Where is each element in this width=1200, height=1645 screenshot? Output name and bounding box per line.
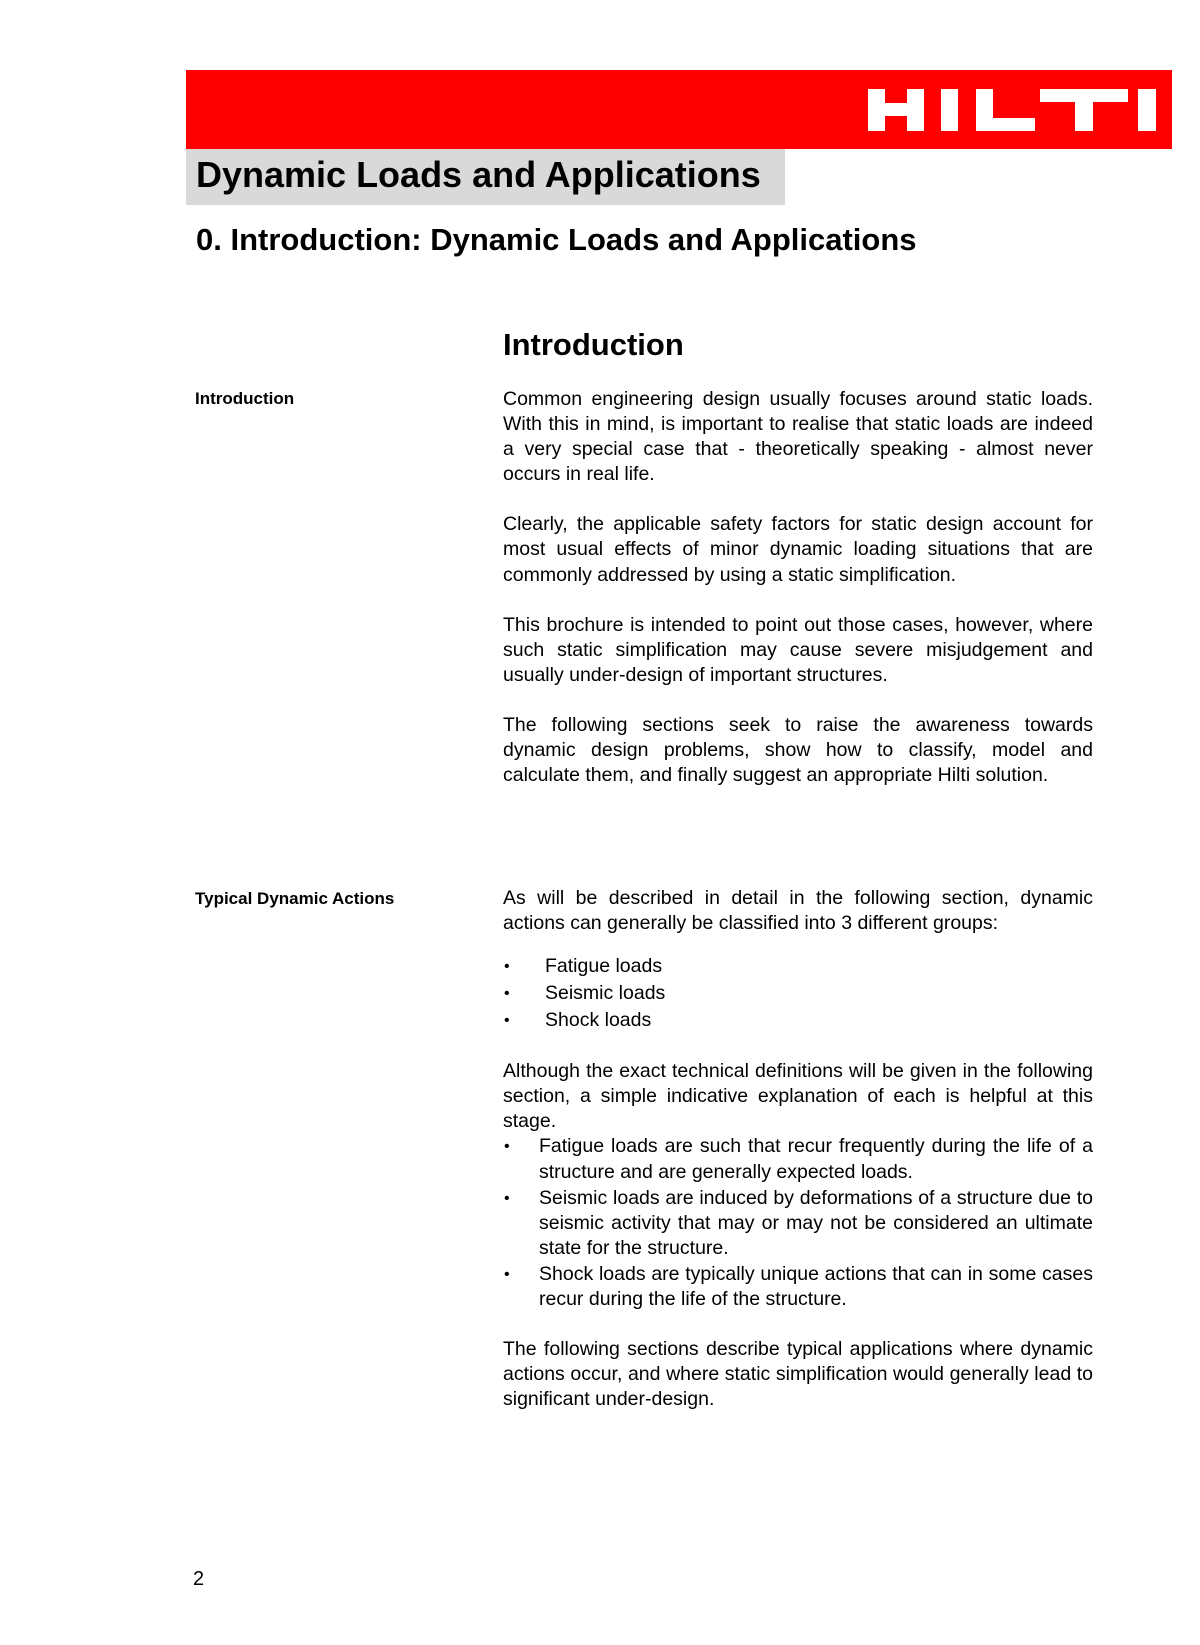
list-item-label: Seismic loads xyxy=(545,982,666,1005)
intro-paragraph: The following sections seek to raise the awareness towards dynamic design problems, show how to classify, model and calculate them, and finally suggest an appropriate Hilti solution. xyxy=(503,713,1093,787)
intro-paragraph: This brochure is intended to point out those cases, however, where such static simplification may cause severe misjudgement and usually under-design of important structures. xyxy=(503,613,1093,686)
dynamic-actions-body xyxy=(503,886,1093,1437)
load-groups-list xyxy=(503,953,1093,1034)
margin-label-typical-dynamic-actions: Typical Dynamic Actions xyxy=(195,889,395,908)
chapter-title: 0. Introduction: Dynamic Loads and Applications xyxy=(196,222,917,257)
list-item-text: Seismic loads are induced by deformations of a structure due to seismic activity that may or may not be considered an ultimate state for the structure. xyxy=(539,1186,1093,1259)
list-item xyxy=(503,953,1093,980)
document-title: Dynamic Loads and Applications xyxy=(196,154,761,195)
intro-paragraph: Clearly, the applicable safety factors for static design account for most usual effects of minor dynamic loading situations that are commonly addressed by using a static simplification. xyxy=(503,513,1093,586)
list-item xyxy=(503,980,1093,1007)
page-number: 2 xyxy=(193,1568,205,1590)
section-title: Introduction xyxy=(503,327,684,362)
bullet-icon: • xyxy=(504,1189,510,1207)
bullet-icon: • xyxy=(504,1012,510,1030)
load-explanations-list xyxy=(503,1134,1093,1312)
list-item xyxy=(503,1134,1093,1184)
bullet-icon: • xyxy=(504,1138,510,1156)
list-item xyxy=(503,1007,1093,1034)
introduction-body xyxy=(503,387,1093,813)
closing-paragraph: The following sections describe typical applications where dynamic actions occur, and where static simplification would generally lead to significant under-design. xyxy=(503,1338,1093,1411)
actions-lead-paragraph: As will be described in detail in the following section, dynamic actions can generally be classified into 3 different groups: xyxy=(503,887,1093,935)
list-item-text: Shock loads are typically unique actions that can in some cases recur during the life of the structure. xyxy=(539,1262,1093,1311)
explanation-lead-paragraph: Although the exact technical definitions will be given in the following section, a simple indicative explanation of each is helpful at this stage. xyxy=(503,1060,1093,1133)
list-item-text: Fatigue loads are such that recur frequently during the life of a structure and are generally expected loads. xyxy=(539,1135,1093,1183)
list-item xyxy=(503,1186,1093,1261)
bullet-icon: • xyxy=(504,985,510,1003)
margin-label-introduction: Introduction xyxy=(195,389,295,408)
list-item xyxy=(503,1262,1093,1312)
list-item-label: Shock loads xyxy=(545,1009,652,1032)
intro-paragraph: Common engineering design usually focuses around static loads. With this in mind, is important to realise that static loads are indeed a very special case that - theoretically speaking - almost never occurs in real life. xyxy=(503,388,1093,486)
hilti-logo xyxy=(868,89,1172,131)
bullet-icon: • xyxy=(504,1265,510,1283)
bullet-icon: • xyxy=(504,958,510,976)
list-item-label: Fatigue loads xyxy=(545,955,663,978)
